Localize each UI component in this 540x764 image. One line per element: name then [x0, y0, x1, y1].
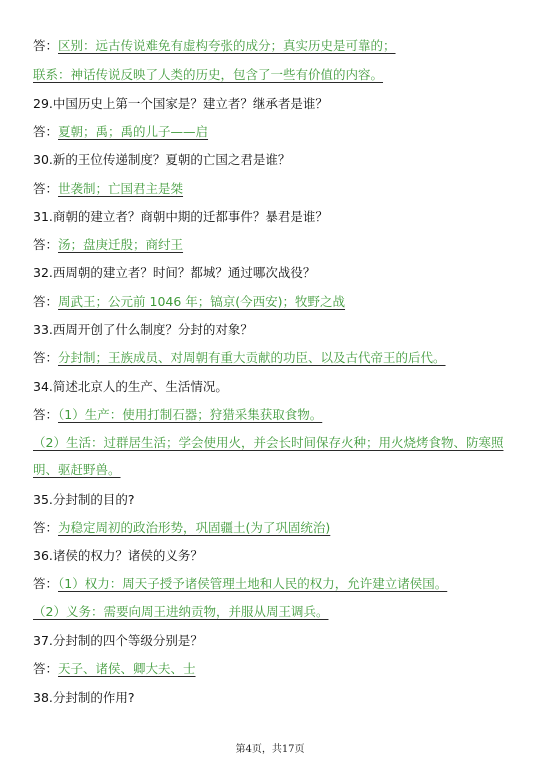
question-line	[33, 490, 520, 510]
answer-prefix: 答：	[33, 661, 59, 676]
answer-prefix: 答：	[33, 407, 59, 422]
answer-prefix: 答：	[33, 237, 59, 252]
question-line	[33, 207, 520, 227]
answer-line	[33, 405, 520, 425]
answer-prefix: 答：	[33, 38, 59, 53]
answer-text: 明、驱赶野兽。	[33, 462, 121, 477]
answer-text: 周武王；公元前 1046 年；镐京(今西安)；牧野之战	[58, 294, 346, 309]
answer-continuation	[33, 433, 520, 453]
answer-text: 联系：神话传说反映了人类的历史，包含了一些有价值的内容。	[33, 67, 384, 82]
question-text: 37.分封制的四个等级分别是？	[33, 633, 203, 648]
question-line	[33, 150, 520, 170]
answer-continuation	[33, 460, 520, 480]
answer-text: 汤；盘庚迁殷；商纣王	[58, 237, 184, 252]
question-text: 34.简述北京人的生产、生活情况。	[33, 379, 228, 394]
answer-prefix: 答：	[33, 181, 59, 196]
question-line	[33, 94, 520, 114]
answer-prefix: 答：	[33, 294, 59, 309]
answer-text: 分封制；王族成员、对周朝有重大贡献的功臣、以及古代帝王的后代。	[58, 350, 446, 365]
answer-prefix: 答：	[33, 124, 59, 139]
question-text: 29.中国历史上第一个国家是？建立者？继承者是谁？	[33, 96, 328, 111]
question-text: 30.新的王位传递制度？夏朝的亡国之君是谁？	[33, 152, 291, 167]
page-footer: 第4页，共17页	[235, 744, 305, 755]
answer-line	[33, 292, 520, 312]
answer-line	[33, 574, 520, 594]
question-text: 31.商朝的建立者？商朝中期的迁都事件？暴君是谁？	[33, 209, 328, 224]
question-text: 33.西周开创了什么制度？分封的对象？	[33, 322, 253, 337]
answer-line	[33, 518, 520, 538]
question-line	[33, 688, 520, 708]
answer-text: （1）权力：周天子授予诸侯管理土地和人民的权力，允许建立诸侯国。	[58, 576, 448, 591]
answer-line	[33, 235, 520, 255]
answer-continuation	[33, 602, 520, 622]
question-line	[33, 546, 520, 566]
answer-text: 为稳定周初的政治形势，巩固疆土(为了巩固统治)	[58, 520, 331, 535]
answer-line	[33, 179, 520, 199]
answer-text: 区别：远古传说难免有虚构夸张的成分；真实历史是可靠的；	[58, 38, 396, 53]
answer-line	[33, 348, 520, 368]
answer-prefix: 答：	[33, 576, 59, 591]
question-line	[33, 631, 520, 651]
answer-text: （2）生活：过群居生活；学会使用火，并会长时间保存火种；用火烧烤食物、防寒照	[33, 435, 504, 450]
answer-line	[33, 659, 520, 679]
question-text: 35.分封制的目的?	[33, 492, 135, 507]
answer-prefix: 答：	[33, 350, 59, 365]
answer-text: （1）生产：使用打制石器；狩猎采集获取食物。	[58, 407, 323, 422]
question-text: 38.分封制的作用?	[33, 690, 135, 705]
answer-text: 夏朝；禹；禹的儿子——启	[58, 124, 209, 139]
question-text: 36.诸侯的权力？诸侯的义务？	[33, 548, 203, 563]
answer-text: 世袭制；亡国君主是桀	[58, 181, 184, 196]
question-line	[33, 320, 520, 340]
answer-line	[33, 122, 520, 142]
answer-line	[33, 36, 520, 56]
answer-prefix: 答：	[33, 520, 59, 535]
answer-text: （2）义务：需要向周王进纳贡物，并服从周王调兵。	[33, 604, 329, 619]
answer-continuation	[33, 65, 520, 85]
answer-text: 天子、诸侯、卿大夫、士	[58, 661, 196, 676]
question-text: 32.西周朝的建立者？时间？都城？通过哪次战役？	[33, 265, 316, 280]
question-line	[33, 377, 520, 397]
question-line	[33, 263, 520, 283]
